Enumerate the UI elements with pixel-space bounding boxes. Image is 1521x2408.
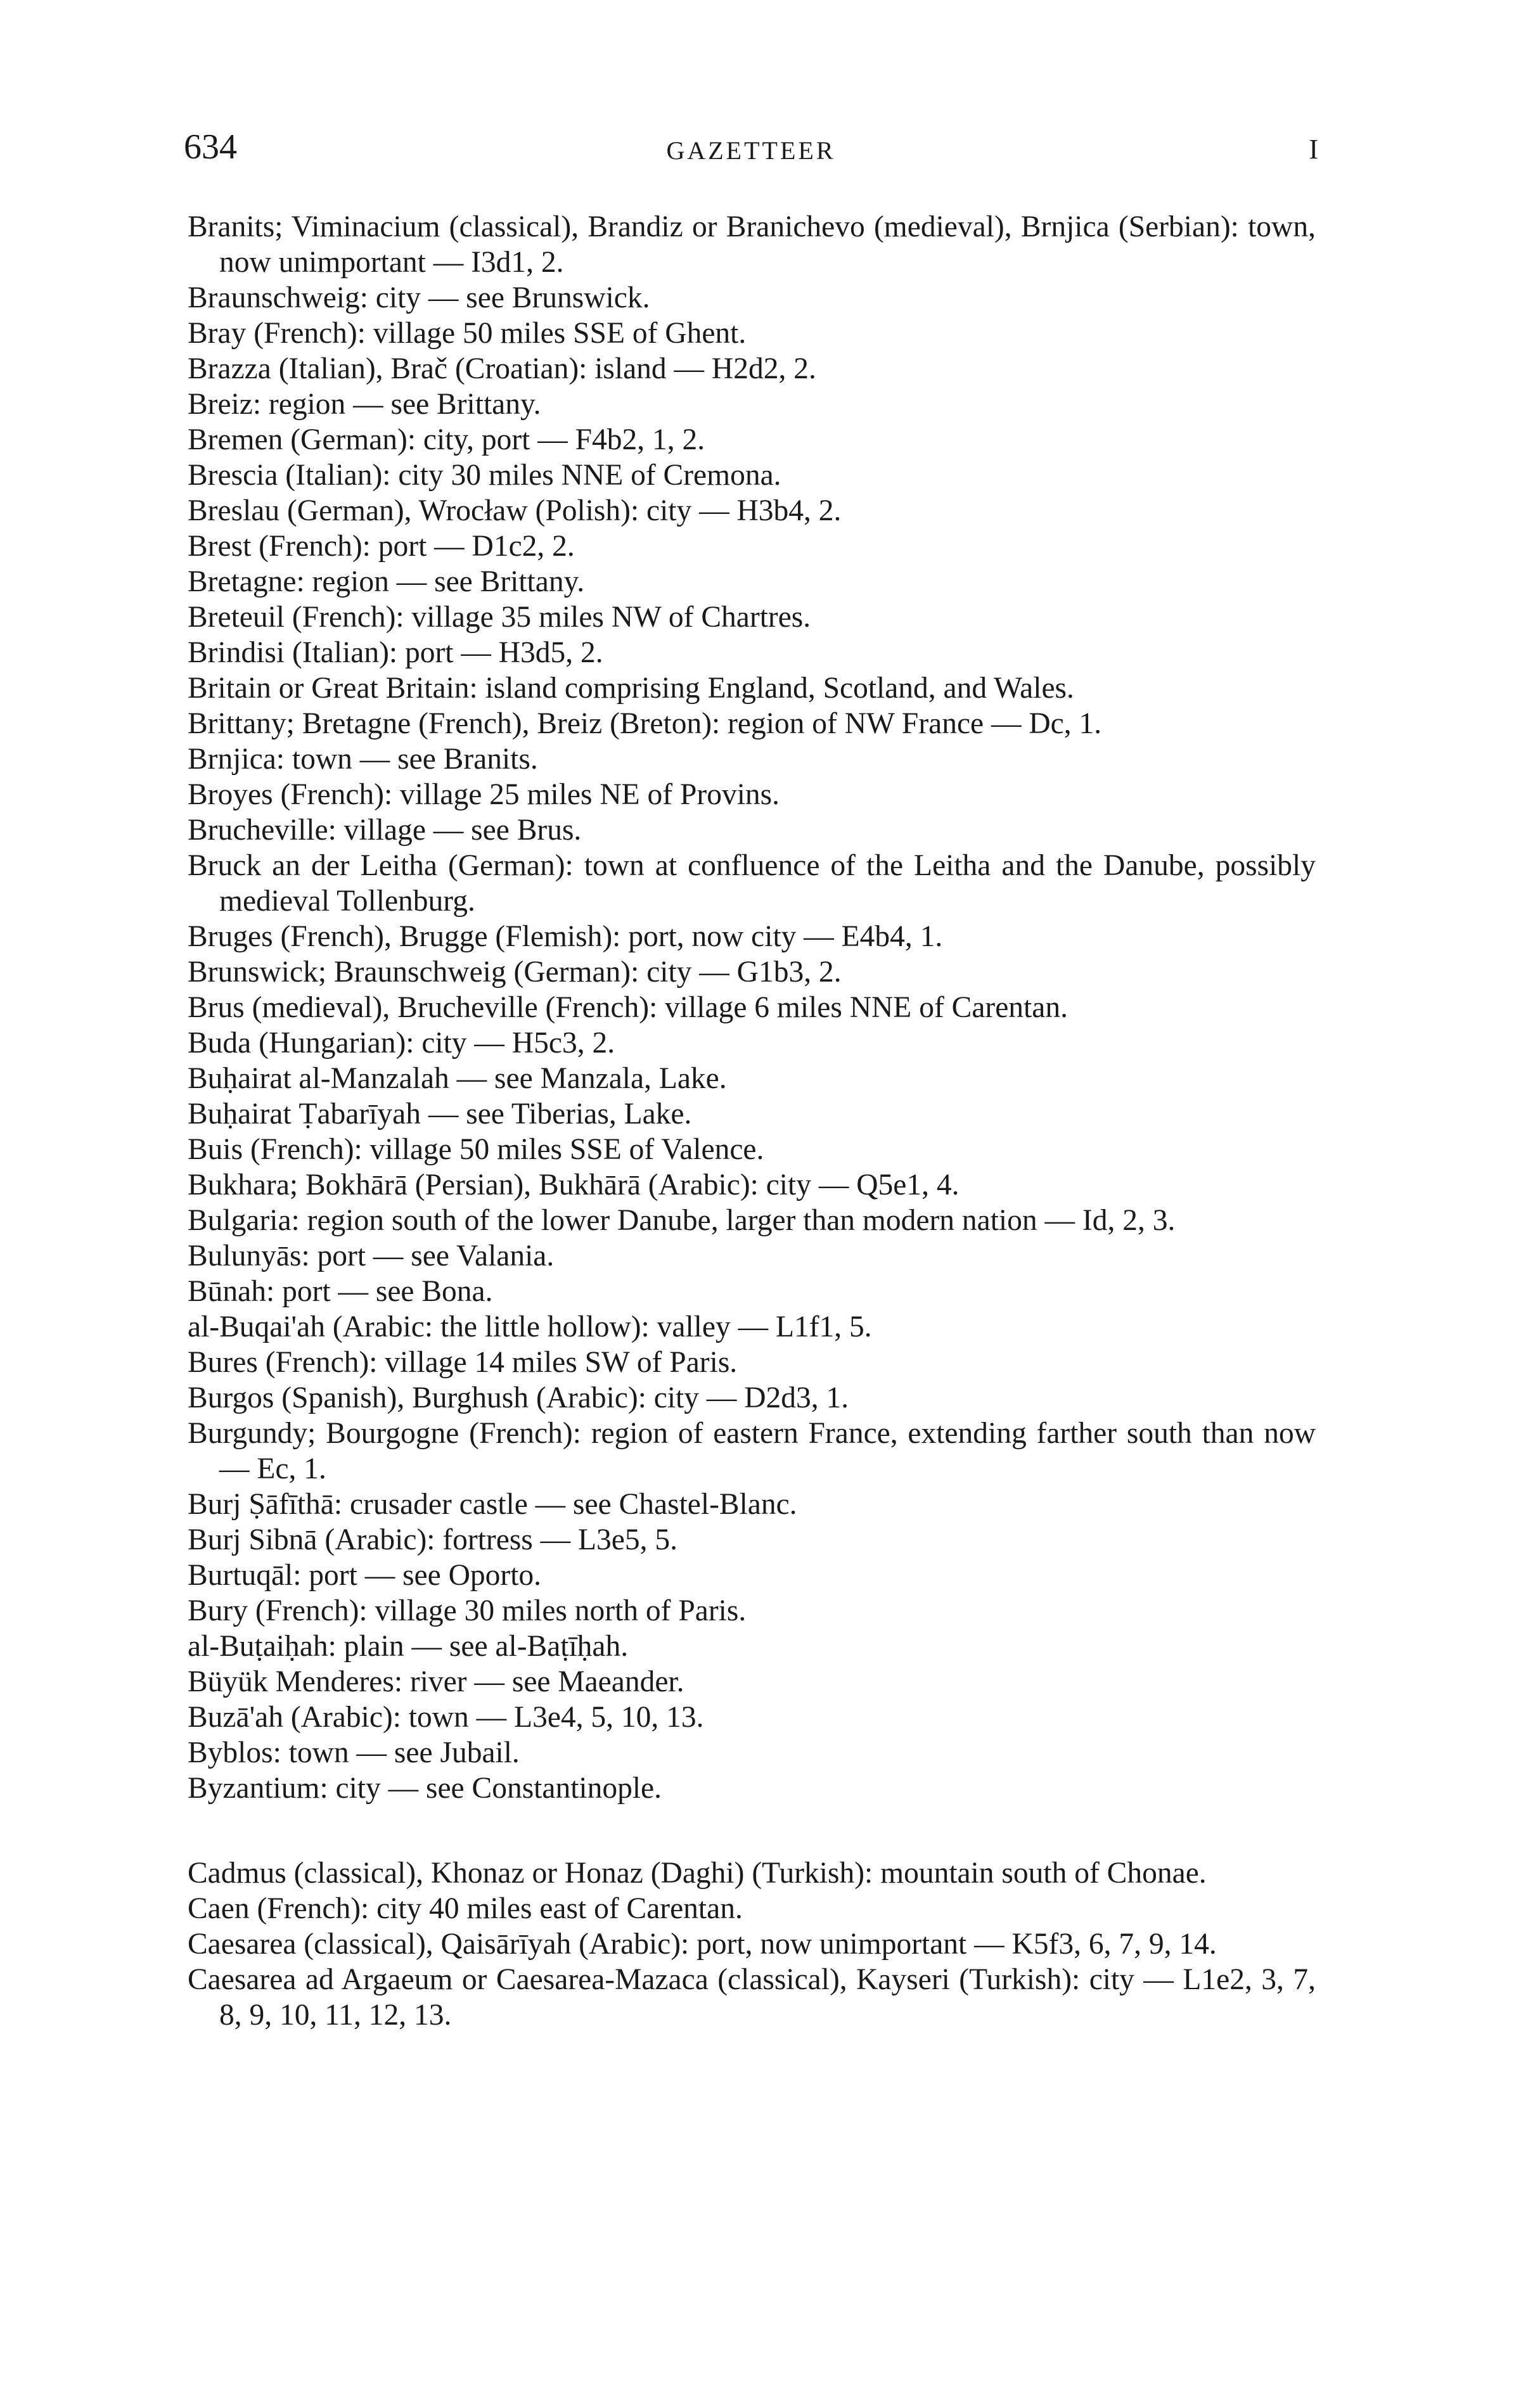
gazetteer-entry: Britain or Great Britain: island comprising England, Scotland, and Wales. [188, 672, 1074, 705]
gazetteer-entry: Cadmus (classical), Khonaz or Honaz (Daghi) (Turkish): mountain south of Chonae. [188, 1857, 1207, 1890]
gazetteer-entry: Brazza (Italian), Brač (Croatian): island — H2d2, 2. [188, 352, 816, 385]
gazetteer-entry: Byblos: town — see Jubail. [188, 1736, 520, 1769]
gazetteer-entry: Breiz: region — see Brittany. [188, 388, 541, 421]
gazetteer-entry: Bray (French): village 50 miles SSE of Ghent. [188, 317, 747, 350]
gazetteer-entry: Bruges (French), Brugge (Flemish): port, now city — E4b4, 1. [188, 920, 943, 953]
gazetteer-entry: Branits; Viminacium (classical), Brandiz or Branichevo (medieval), Brnjica (Serbian): town, now unimportant — I3d1, 2. [188, 210, 1316, 279]
gazetteer-entry: Brescia (Italian): city 30 miles NNE of Cremona. [188, 459, 781, 492]
running-head [184, 127, 1318, 177]
gazetteer-entry: Brnjica: town — see Branits. [188, 743, 538, 776]
gazetteer-entry: Brest (French): port — D1c2, 2. [188, 530, 575, 563]
gazetteer-entry: Buis (French): village 50 miles SSE of Valence. [188, 1133, 764, 1166]
gazetteer-entry: Buzā'ah (Arabic): town — L3e4, 5, 10, 13. [188, 1701, 704, 1734]
gazetteer-entry: Caesarea (classical), Qaisārīyah (Arabic): port, now unimportant — K5f3, 6, 7, 9, 14. [188, 1928, 1217, 1961]
gazetteer-entry: Burj Ṣāfīthā: crusader castle — see Chastel-Blanc. [188, 1488, 797, 1521]
page-title: GAZETTEER [666, 136, 836, 165]
gazetteer-entry: Bures (French): village 14 miles SW of Paris. [188, 1346, 738, 1379]
gazetteer-entry: Brindisi (Italian): port — H3d5, 2. [188, 636, 603, 669]
gazetteer-entry: Bulgaria: region south of the lower Danube, larger than modern nation — Id, 2, 3. [188, 1204, 1176, 1237]
gazetteer-entry: Breteuil (French): village 35 miles NW of Chartres. [188, 601, 811, 634]
gazetteer-entry: Bremen (German): city, port — F4b2, 1, 2. [188, 423, 705, 456]
gazetteer-entry: Breslau (German), Wrocław (Polish): city — H3b4, 2. [188, 494, 842, 527]
gazetteer-entry: Buḥairat Ṭabarīyah — see Tiberias, Lake. [188, 1098, 692, 1130]
gazetteer-entry: Burtuqāl: port — see Oporto. [188, 1559, 542, 1592]
gazetteer-entry: Braunschweig: city — see Brunswick. [188, 281, 650, 314]
gazetteer-entry: Burgundy; Bourgogne (French): region of eastern France, extending farther south than now — Ec, 1. [188, 1417, 1316, 1485]
gazetteer-entry: Caen (French): city 40 miles east of Carentan. [188, 1892, 743, 1925]
gazetteer-entry: Brucheville: village — see Brus. [188, 814, 582, 847]
gazetteer-entry: Bretagne: region — see Brittany. [188, 565, 585, 598]
gazetteer-entries [188, 209, 1316, 2033]
gazetteer-entry: Broyes (French): village 25 miles NE of Provins. [188, 778, 780, 811]
gazetteer-entry: Brus (medieval), Brucheville (French): village 6 miles NNE of Carentan. [188, 991, 1068, 1024]
gazetteer-entry: Buda (Hungarian): city — H5c3, 2. [188, 1027, 615, 1060]
gazetteer-entry: Bukhara; Bokhārā (Persian), Bukhārā (Arabic): city — Q5e1, 4. [188, 1169, 959, 1201]
gazetteer-entry: Būnah: port — see Bona. [188, 1275, 493, 1308]
gazetteer-entry: Buḥairat al-Manzalah — see Manzala, Lake. [188, 1062, 727, 1095]
gazetteer-entry: Bulunyās: port — see Valania. [188, 1239, 555, 1272]
gazetteer-entry: Bury (French): village 30 miles north of Paris. [188, 1594, 747, 1627]
gazetteer-entry: Caesarea ad Argaeum or Caesarea-Mazaca (classical), Kayseri (Turkish): city — L1e2, 3, 7, 8, 9, 10, 11, 12, 13. [188, 1963, 1316, 2032]
gazetteer-entry: Burj Sibnā (Arabic): fortress — L3e5, 5. [188, 1523, 678, 1556]
gazetteer-entry: Bruck an der Leitha (German): town at confluence of the Leitha and the Danube, possibly medieval Tollenburg. [188, 849, 1316, 918]
gazetteer-entry: al-Buqai'ah (Arabic: the little hollow): valley — L1f1, 5. [188, 1310, 872, 1343]
gazetteer-entry: Büyük Menderes: river — see Maeander. [188, 1665, 684, 1698]
gazetteer-entry: Brunswick; Braunschweig (German): city — G1b3, 2. [188, 956, 842, 989]
page-number: 634 [184, 127, 237, 167]
gazetteer-entry: Burgos (Spanish), Burghush (Arabic): city — D2d3, 1. [188, 1381, 849, 1414]
section-mark: I [1309, 134, 1318, 165]
gazetteer-entry: Brittany; Bretagne (French), Breiz (Breton): region of NW France — Dc, 1. [188, 707, 1102, 740]
gazetteer-entry: Byzantium: city — see Constantinople. [188, 1772, 662, 1805]
gazetteer-entry: al-Buṭaiḥah: plain — see al-Baṭīḥah. [188, 1630, 629, 1663]
